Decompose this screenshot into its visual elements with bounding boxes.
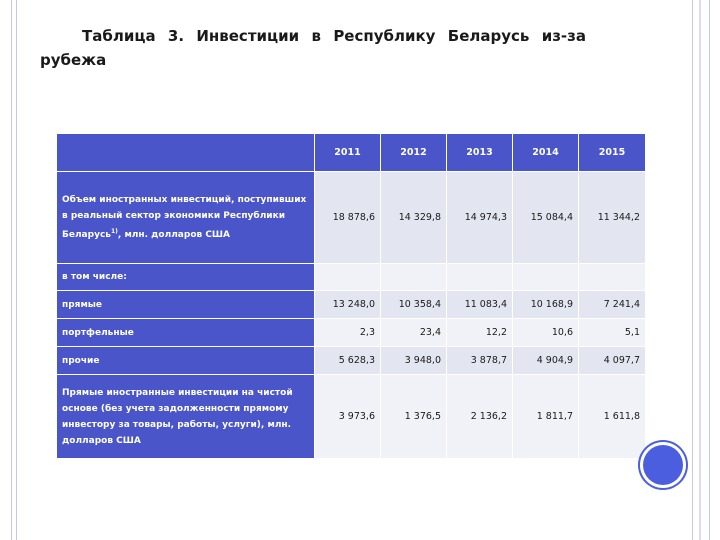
table-cell: 11 344,2 bbox=[579, 172, 646, 264]
table-cell: 5 628,3 bbox=[315, 347, 381, 375]
table-cell: 3 973,6 bbox=[315, 375, 381, 459]
table-cell: 1 376,5 bbox=[381, 375, 447, 459]
table-cell: 1 811,7 bbox=[513, 375, 579, 459]
table-cell: 3 948,0 bbox=[381, 347, 447, 375]
row-label: Прямые иностранные инвестиции на чистой основе (без учета задолженности прямому инвестору за товары, работы, услуги), млн. долларов США bbox=[57, 375, 315, 459]
table-cell: 15 084,4 bbox=[513, 172, 579, 264]
table-row bbox=[57, 347, 646, 375]
table-cell: 14 974,3 bbox=[447, 172, 513, 264]
table-row bbox=[57, 291, 646, 319]
table-cell bbox=[447, 264, 513, 291]
row-label: в том числе: bbox=[57, 264, 315, 291]
investment-table bbox=[56, 133, 646, 459]
table-cell: 13 248,0 bbox=[315, 291, 381, 319]
table-cell: 4 904,9 bbox=[513, 347, 579, 375]
table-cell: 4 097,7 bbox=[579, 347, 646, 375]
row-label: прочие bbox=[57, 347, 315, 375]
table-cell: 3 878,7 bbox=[447, 347, 513, 375]
table-cell bbox=[381, 264, 447, 291]
year-header: 2013 bbox=[447, 134, 513, 172]
year-header: 2011 bbox=[315, 134, 381, 172]
table-cell: 18 878,6 bbox=[315, 172, 381, 264]
table-cell bbox=[315, 264, 381, 291]
row-label: портфельные bbox=[57, 319, 315, 347]
table-cell: 1 611,8 bbox=[579, 375, 646, 459]
table-cell bbox=[579, 264, 646, 291]
footnote-marker: 1) bbox=[110, 228, 118, 235]
table-cell: 11 083,4 bbox=[447, 291, 513, 319]
table-cell: 2,3 bbox=[315, 319, 381, 347]
year-header: 2012 bbox=[381, 134, 447, 172]
year-header: 2014 bbox=[513, 134, 579, 172]
table-cell: 10 358,4 bbox=[381, 291, 447, 319]
slide-title: Таблица 3. Инвестиции в Республику Беларусь из-за рубежа bbox=[40, 27, 586, 69]
slide-frame-left bbox=[11, 0, 17, 540]
table-row bbox=[57, 375, 646, 459]
table-cell: 7 241,4 bbox=[579, 291, 646, 319]
table-row bbox=[57, 264, 646, 291]
row-label: прямые bbox=[57, 291, 315, 319]
table-cell: 10,6 bbox=[513, 319, 579, 347]
table-row bbox=[57, 319, 646, 347]
table-header-row bbox=[57, 134, 646, 172]
year-header: 2015 bbox=[579, 134, 646, 172]
decorative-circle bbox=[643, 445, 683, 485]
table-cell: 2 136,2 bbox=[447, 375, 513, 459]
row-label: Объем иностранных инвестиций, поступивших в реальный сектор экономики Республики Беларусь$^{1)}$, млн. долларов США bbox=[57, 172, 315, 264]
table-cell bbox=[513, 264, 579, 291]
table-cell: 14 329,8 bbox=[381, 172, 447, 264]
table-cell: 12,2 bbox=[447, 319, 513, 347]
table-cell: 10 168,9 bbox=[513, 291, 579, 319]
table-cell: 5,1 bbox=[579, 319, 646, 347]
table-row bbox=[57, 172, 646, 264]
header-corner-cell bbox=[57, 134, 315, 172]
table-cell: 23,4 bbox=[381, 319, 447, 347]
slide-frame-right bbox=[692, 0, 710, 540]
